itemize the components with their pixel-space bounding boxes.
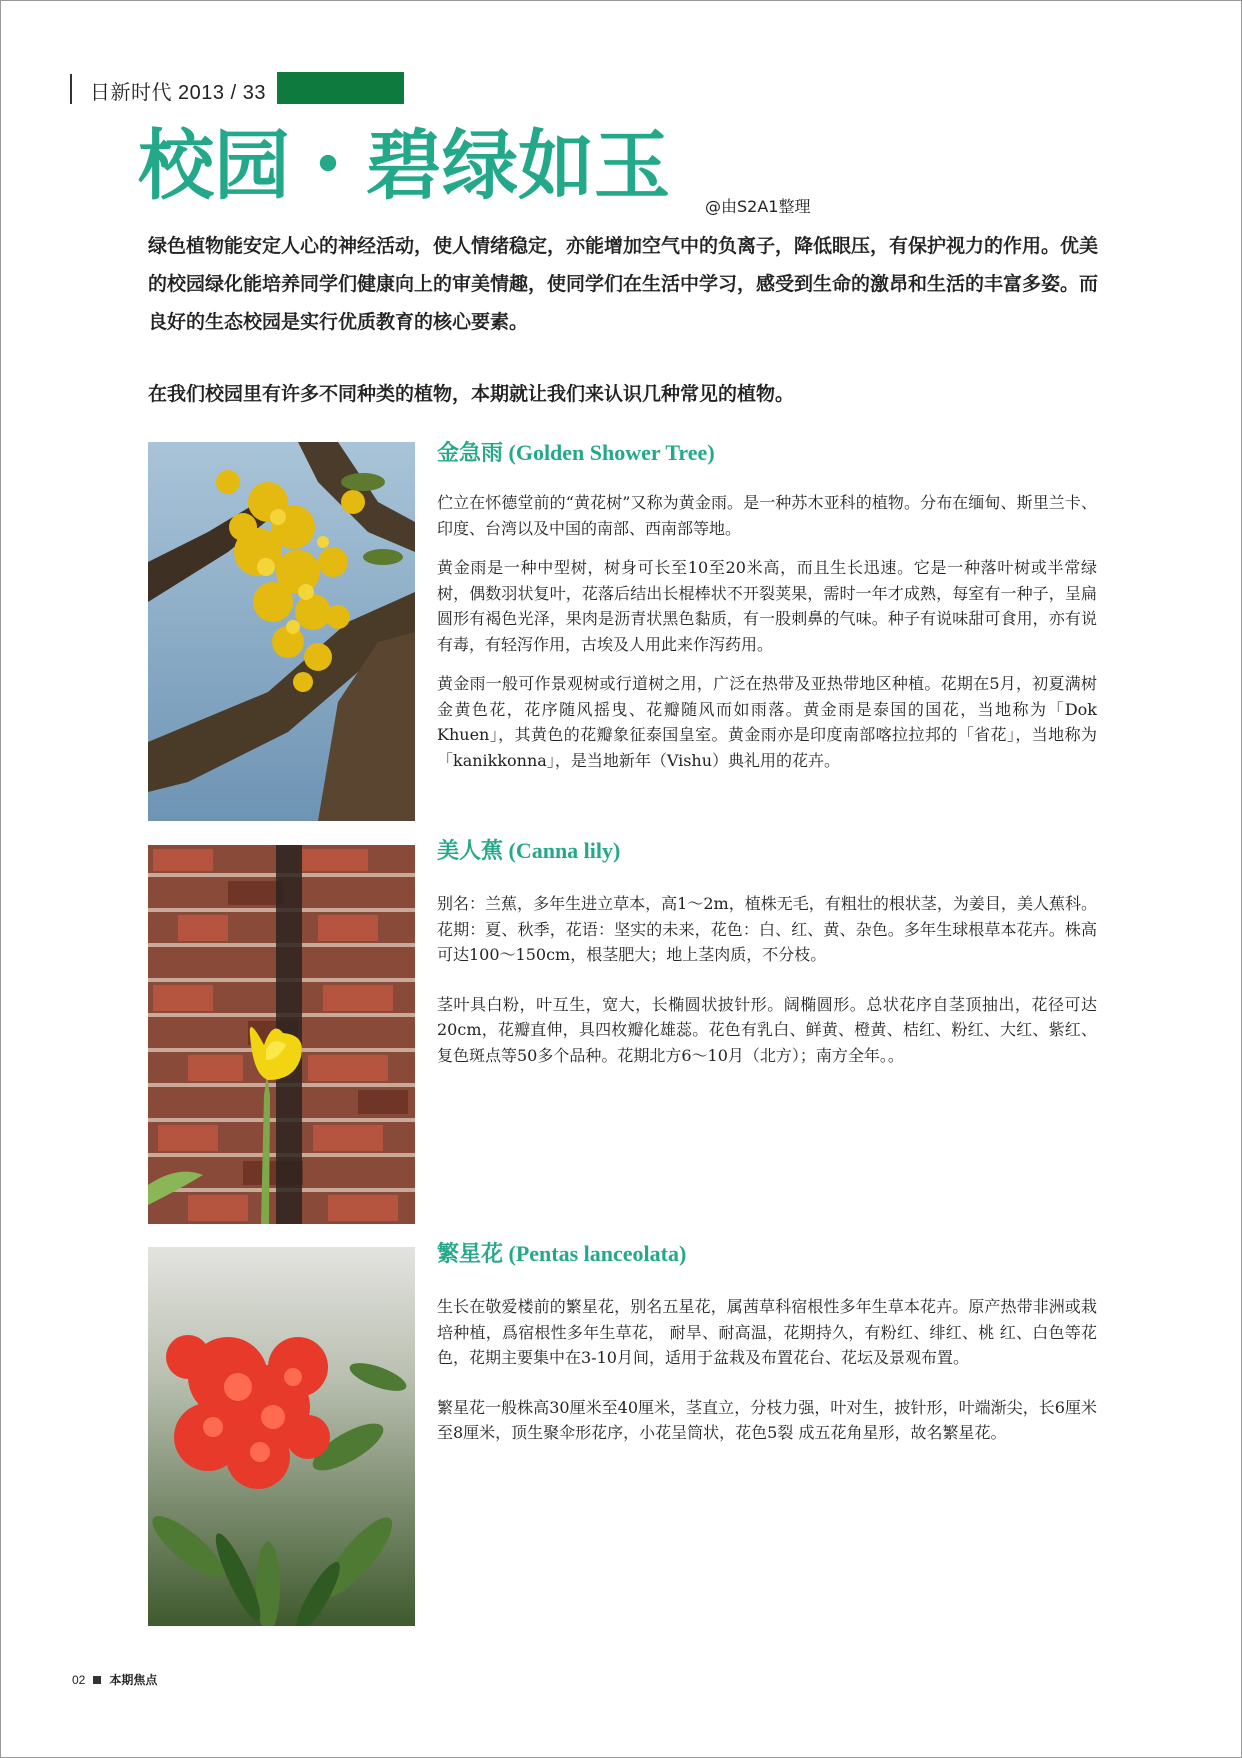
paragraph: 茎叶具白粉，叶互生，宽大，长椭圆状披针形。阔椭圆形。总状花序自茎顶抽出，花径可达20cm，花瓣直伸，具四枚瓣化雄蕊。花色有乳白、鲜黄、橙黄、桔红、粉红、大红、紫红、复色斑点等50多个品种。花期北方6～10月（北方）；南方全年。。 xyxy=(437,994,1097,1065)
paragraph: 黄金雨是一种中型树，树身可长至10至20米高，而且生长迅速。它是一种落叶树或半常绿树，偶数羽状复叶，花落后结出长棍棒状不开裂荚果，需时一年才成熟，每室有一种子，呈扁圆形有褐色光泽，果肉是沥青状黑色黏质，有一股刺鼻的气味。种子有说味甜可食用，亦有说有毒，有轻泻作用，古埃及人用此来作泻药用。 xyxy=(437,558,1097,654)
section-name: 本期焦点 xyxy=(109,1673,158,1687)
lead-paragraph: 在我们校园里有许多不同种类的植物，本期就让我们来认识几种常见的植物。 xyxy=(148,383,795,405)
pentas-red-flowers-icon xyxy=(148,1247,415,1626)
golden-shower-flowers-icon xyxy=(148,442,415,821)
page-footer xyxy=(72,1671,157,1688)
plant-name-golden-shower: 金急雨 (Golden Shower Tree) xyxy=(437,440,715,465)
plant-text-pentas xyxy=(437,1294,1097,1460)
page-number: 02 xyxy=(72,1672,86,1687)
square-icon xyxy=(93,1676,101,1684)
canna-lily-brick-wall-icon xyxy=(148,845,415,1224)
pentas-photo xyxy=(148,1247,415,1626)
header-rule xyxy=(70,74,72,104)
plant-text-canna-lily xyxy=(437,891,1097,1082)
header-color-block xyxy=(277,72,404,104)
paragraph: 黄金雨一般可作景观树或行道树之用，广泛在热带及亚热带地区种植。花期在5月，初夏满树金黄色花，花序随风摇曳、花瓣随风而如雨落。黄金雨是泰国的国花，当地称为「Dok Khuen」，其黄色的花瓣象征泰国皇室。黄金雨亦是印度南部喀拉拉邦的「省花」，当地称为「kanikkonna」，是当地新年（Vishu）典礼用的花卉。 xyxy=(437,674,1097,770)
plant-text-golden-shower xyxy=(437,490,1097,787)
page-title: 校园・碧绿如玉 xyxy=(138,121,670,210)
plant-name-pentas: 繁星花 (Pentas lanceolata) xyxy=(437,1241,687,1266)
paragraph: 生长在敬爱楼前的繁星花，别名五星花，属茜草科宿根性多年生草本花卉。原产热带非洲或栽培种植，爲宿根性多年生草花， 耐旱、耐高温，花期持久，有粉红、绯红、桃 红、白色等花色，花期主要集中在3-10月间，适用于盆栽及布置花台、花坛及景观布置。 xyxy=(437,1297,1097,1367)
paragraph: 别名：兰蕉，多年生进立草本，高1～2m，植株无毛，有粗壮的根状茎，为姜目，美人蕉科。花期：夏、秋季，花语：坚实的未来，花色：白、红、黄、杂色。多年生球根草本花卉。株高可达100～150cm，根茎肥大；地上茎肉质，不分枝。 xyxy=(437,894,1097,964)
issue-label: 日新时代 2013 / 33 xyxy=(90,82,266,104)
golden-shower-photo xyxy=(148,442,415,821)
intro-paragraph: 绿色植物能安定人心的神经活动，使人情绪稳定，亦能增加空气中的负离子，降低眼压，有保护视力的作用。优美的校园绿化能培养同学们健康向上的审美情趣，使同学们在生活中学习，感受到生命的激昂和生活的丰富多姿。而良好的生态校园是实行优质教育的核心要素。 xyxy=(148,235,1099,333)
paragraph: 繁星花一般株高30厘米至40厘米，茎直立，分枝力强，叶对生，披针形，叶端渐尖，长6厘米至8厘米，顶生聚伞形花序，小花呈筒状，花色5裂 成五花角星形，故名繁星花。 xyxy=(437,1397,1097,1442)
byline: @由S2A1整理 xyxy=(705,197,811,216)
canna-lily-photo xyxy=(148,845,415,1224)
plant-name-canna-lily: 美人蕉 (Canna lily) xyxy=(437,838,621,863)
paragraph: 伫立在怀德堂前的“黄花树”又称为黄金雨。是一种苏木亚科的植物。分布在缅甸、斯里兰卡、印度、台湾以及中国的南部、西南部等地。 xyxy=(437,493,1097,538)
